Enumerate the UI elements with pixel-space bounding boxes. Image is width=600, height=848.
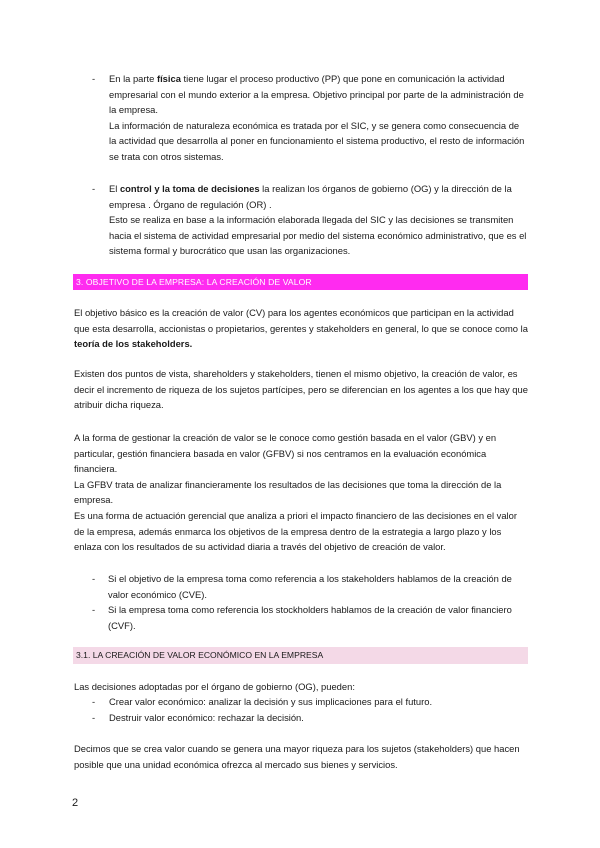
paragraph-group <box>74 430 528 555</box>
paragraph: La GFBV trata de analizar financieramente los resultados de las decisiones que toma la dirección de la empresa. <box>74 478 502 506</box>
bullet-dash: - <box>92 604 96 615</box>
list-item <box>92 181 528 259</box>
paragraph: El control y la toma de decisiones la realizan los órganos de gobierno (OG) y la dirección de la empresa . Órgano de regulación (OR) . <box>109 183 512 210</box>
paragraph: Existen dos puntos de vista, shareholders y stakeholders, tienen el mismo objetivo, la creación de valor, es decir el incremento de riqueza de los sujetos partícipes, pero se diferencian en los agentes a los que hay que atribuir dicha riqueza. <box>74 368 528 411</box>
bold-term: control y la toma de decisiones <box>119 183 260 194</box>
list-item: - Si la empresa toma como referencia los stockholders hablamos de la creación de valor financiero (CVF). <box>92 604 512 631</box>
paragraph: Esto se realiza en base a la información elaborada llegada del SIC y las decisiones se transmiten hacia el sistema de actividad empresarial por medio del sistema económico administrativo, que es el sistema formal y burocrático que usan las organizaciones. <box>109 214 527 257</box>
list-item: - Si el objetivo de la empresa toma como referencia a los stakeholders hablamos de la creación de valor económico (CVE). <box>92 573 512 600</box>
paragraph: A la forma de gestionar la creación de valor se le conoce como gestión basada en el valor (GBV) y en particular, gestión financiera basada en valor (GFBV) si nos centramos en la evaluación económica financiera. <box>74 432 497 475</box>
paragraph: El objetivo básico es la creación de valor (CV) para los agentes económicos que participan en la actividad que esta desarrolla, accionistas o propietarios, gerentes y stakeholders en general, lo que se conoce como la teoría de los stakeholders. <box>74 307 528 350</box>
bullet-dash: - <box>92 183 96 194</box>
paragraph: En la parte física tiene lugar el proceso productivo (PP) que pone en comunicación la actividad empresarial con el mundo exterior a la empresa. Objetivo principal por parte de la administración de la empresa. <box>109 73 524 116</box>
paragraph: Es una forma de actuación gerencial que analiza a priori el impacto financiero de las decisiones en el valor de la empresa, además enmarca los objetivos de la empresa dentro de la estrategia a largo plazo y los enlaza con los resultados de su actividad diaria a través del objetivo de creación de valor. <box>74 509 517 553</box>
list-item <box>92 71 528 165</box>
section-heading: 3. OBJETIVO DE LA EMPRESA: LA CREACIÓN DE VALOR <box>73 274 528 290</box>
bold-term: física <box>156 73 181 84</box>
subsection-heading: 3.1. LA CREACIÓN DE VALOR ECONÓMICO EN LA EMPRESA <box>73 647 528 664</box>
paragraph: La información de naturaleza económica es tratada por el SIC, y se genera como consecuencia de la actividad que desarrolla al poner en funcionamiento el sistema productivo, el resto de información se trata con otros sistemas. <box>109 119 525 162</box>
bullet-dash: - <box>92 712 96 723</box>
list-item: - Crear valor económico: analizar la decisión y sus implicaciones para el futuro. <box>92 694 528 710</box>
list-item: - Destruir valor económico: rechazar la decisión. <box>92 710 528 726</box>
bullet-dash: - <box>92 696 96 707</box>
page-number: 2 <box>72 797 79 809</box>
bold-term: teoría de los stakeholders. <box>74 338 193 350</box>
paragraph: Las decisiones adoptadas por el órgano de gobierno (OG), pueden: <box>74 681 355 692</box>
bullet-dash: - <box>92 573 96 584</box>
paragraph: Decimos que se crea valor cuando se genera una mayor riqueza para los sujetos (stakeholders) que hacen posible que una unidad económica ofrezca al mercado sus bienes y servicios. <box>74 743 520 770</box>
bullet-dash: - <box>92 73 96 84</box>
